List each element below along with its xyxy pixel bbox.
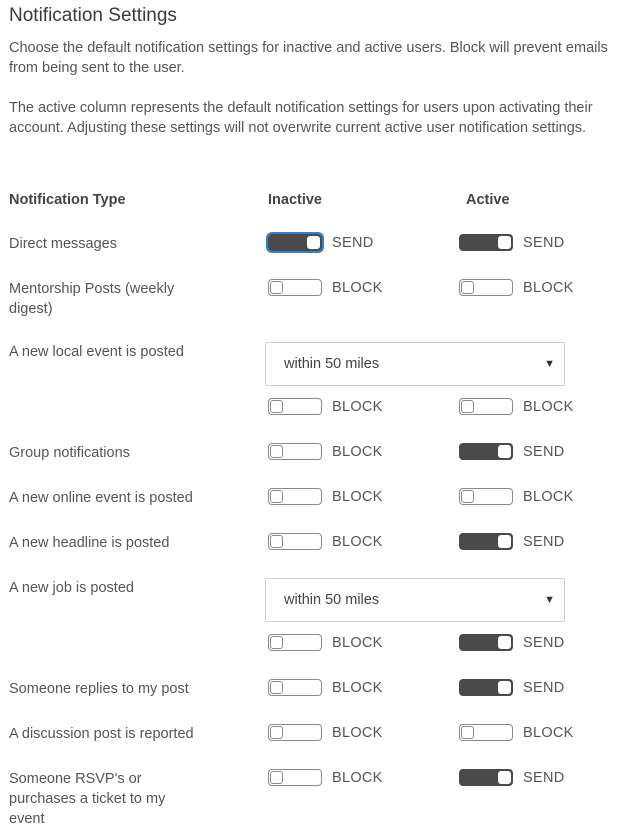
description-inactive-active: Choose the default notification settings for inactive and active users. Block will prevent emails from being sent to the user. — [9, 40, 608, 76]
toggle-new-job-active[interactable] — [459, 634, 565, 651]
toggle-state-label: BLOCK — [332, 398, 383, 415]
column-header-inactive: Inactive — [268, 192, 322, 208]
toggle-state-label: SEND — [523, 443, 565, 460]
toggle-knob — [461, 281, 474, 294]
job-distance-select[interactable] — [265, 578, 565, 622]
toggle-group-notifications-active[interactable] — [459, 443, 565, 460]
toggle-someone-replies-inactive[interactable] — [268, 679, 383, 696]
toggle-knob — [498, 681, 511, 694]
toggle-switch[interactable] — [459, 279, 513, 296]
row-label-new-job: A new job is posted — [9, 580, 134, 596]
toggle-someone-rsvps-active[interactable] — [459, 769, 565, 786]
toggle-switch[interactable] — [459, 724, 513, 741]
toggle-switch[interactable] — [459, 443, 513, 460]
toggle-discussion-reported-inactive[interactable] — [268, 724, 383, 741]
toggle-knob — [270, 636, 283, 649]
select-value: within 50 miles — [284, 592, 380, 608]
row-label-new-online-event: A new online event is posted — [9, 490, 193, 506]
row-label-discussion-reported: A discussion post is reported — [9, 726, 194, 742]
toggle-new-headline-inactive[interactable] — [268, 533, 383, 550]
row-label-someone-replies: Someone replies to my post — [9, 681, 189, 697]
toggle-mentorship-posts-inactive[interactable] — [268, 279, 383, 296]
toggle-knob — [270, 400, 283, 413]
toggle-knob — [498, 636, 511, 649]
toggle-state-label: SEND — [523, 679, 565, 696]
toggle-new-online-event-active[interactable] — [459, 488, 574, 505]
toggle-state-label: SEND — [523, 234, 565, 251]
toggle-switch[interactable] — [268, 234, 322, 251]
toggle-knob — [270, 490, 283, 503]
toggle-new-job-inactive[interactable] — [268, 634, 383, 651]
row-label-new-local-event: A new local event is posted — [9, 344, 184, 360]
toggle-knob — [498, 535, 511, 548]
toggle-knob — [270, 771, 283, 784]
toggle-state-label: SEND — [523, 533, 565, 550]
toggle-switch[interactable] — [268, 769, 322, 786]
toggle-state-label: BLOCK — [523, 724, 574, 741]
toggle-switch[interactable] — [268, 398, 322, 415]
chevron-down-icon: ▼ — [544, 358, 555, 370]
toggle-switch[interactable] — [459, 634, 513, 651]
toggle-mentorship-posts-active[interactable] — [459, 279, 574, 296]
toggle-direct-messages-active[interactable] — [459, 234, 565, 251]
toggle-state-label: BLOCK — [332, 634, 383, 651]
select-value: within 50 miles — [284, 356, 380, 372]
toggle-switch[interactable] — [459, 488, 513, 505]
toggle-state-label: SEND — [523, 769, 565, 786]
toggle-switch[interactable] — [268, 679, 322, 696]
toggle-knob — [270, 681, 283, 694]
toggle-group-notifications-inactive[interactable] — [268, 443, 383, 460]
toggle-new-local-event-inactive[interactable] — [268, 398, 383, 415]
description-active-column: The active column represents the default notification settings for users upon activating their account. Adjusting these settings will not overwrite current active user notification settings. — [9, 100, 593, 136]
column-header-active: Active — [466, 192, 510, 208]
toggle-switch[interactable] — [268, 488, 322, 505]
row-label-mentorship-posts: Mentorship Posts (weekly digest) — [9, 281, 175, 317]
row-label-direct-messages: Direct messages — [9, 236, 117, 252]
toggle-knob — [307, 236, 320, 249]
page-title: Notification Settings — [9, 5, 177, 26]
row-label-group-notifications: Group notifications — [9, 445, 130, 461]
toggle-knob — [498, 236, 511, 249]
column-header-notification-type: Notification Type — [9, 192, 126, 208]
toggle-state-label: BLOCK — [332, 443, 383, 460]
toggle-knob — [498, 771, 511, 784]
toggle-direct-messages-inactive[interactable] — [268, 234, 374, 251]
toggle-knob — [270, 535, 283, 548]
toggle-knob — [270, 281, 283, 294]
toggle-state-label: BLOCK — [523, 488, 574, 505]
row-label-new-headline: A new headline is posted — [9, 535, 170, 551]
toggle-knob — [498, 445, 511, 458]
toggle-state-label: BLOCK — [523, 398, 574, 415]
toggle-knob — [270, 726, 283, 739]
toggle-state-label: BLOCK — [332, 279, 383, 296]
toggle-state-label: BLOCK — [332, 769, 383, 786]
toggle-state-label: SEND — [332, 234, 374, 251]
toggle-state-label: BLOCK — [332, 724, 383, 741]
toggle-knob — [461, 490, 474, 503]
toggle-switch[interactable] — [268, 533, 322, 550]
row-label-someone-rsvps: Someone RSVP's or purchases a ticket to my event — [9, 771, 166, 827]
toggle-state-label: BLOCK — [332, 533, 383, 550]
toggle-state-label: BLOCK — [332, 488, 383, 505]
toggle-someone-rsvps-inactive[interactable] — [268, 769, 383, 786]
toggle-switch[interactable] — [268, 279, 322, 296]
toggle-new-local-event-active[interactable] — [459, 398, 574, 415]
toggle-switch[interactable] — [268, 634, 322, 651]
toggle-discussion-reported-active[interactable] — [459, 724, 574, 741]
toggle-knob — [461, 400, 474, 413]
toggle-switch[interactable] — [459, 234, 513, 251]
toggle-state-label: SEND — [523, 634, 565, 651]
toggle-someone-replies-active[interactable] — [459, 679, 565, 696]
local-event-distance-select[interactable] — [265, 342, 565, 386]
toggle-switch[interactable] — [459, 769, 513, 786]
toggle-switch[interactable] — [268, 443, 322, 460]
toggle-state-label: BLOCK — [332, 679, 383, 696]
toggle-new-online-event-inactive[interactable] — [268, 488, 383, 505]
toggle-switch[interactable] — [459, 533, 513, 550]
toggle-switch[interactable] — [268, 724, 322, 741]
chevron-down-icon: ▼ — [544, 594, 555, 606]
toggle-state-label: BLOCK — [523, 279, 574, 296]
toggle-knob — [461, 726, 474, 739]
toggle-knob — [270, 445, 283, 458]
toggle-switch[interactable] — [459, 679, 513, 696]
toggle-switch[interactable] — [459, 398, 513, 415]
toggle-new-headline-active[interactable] — [459, 533, 565, 550]
